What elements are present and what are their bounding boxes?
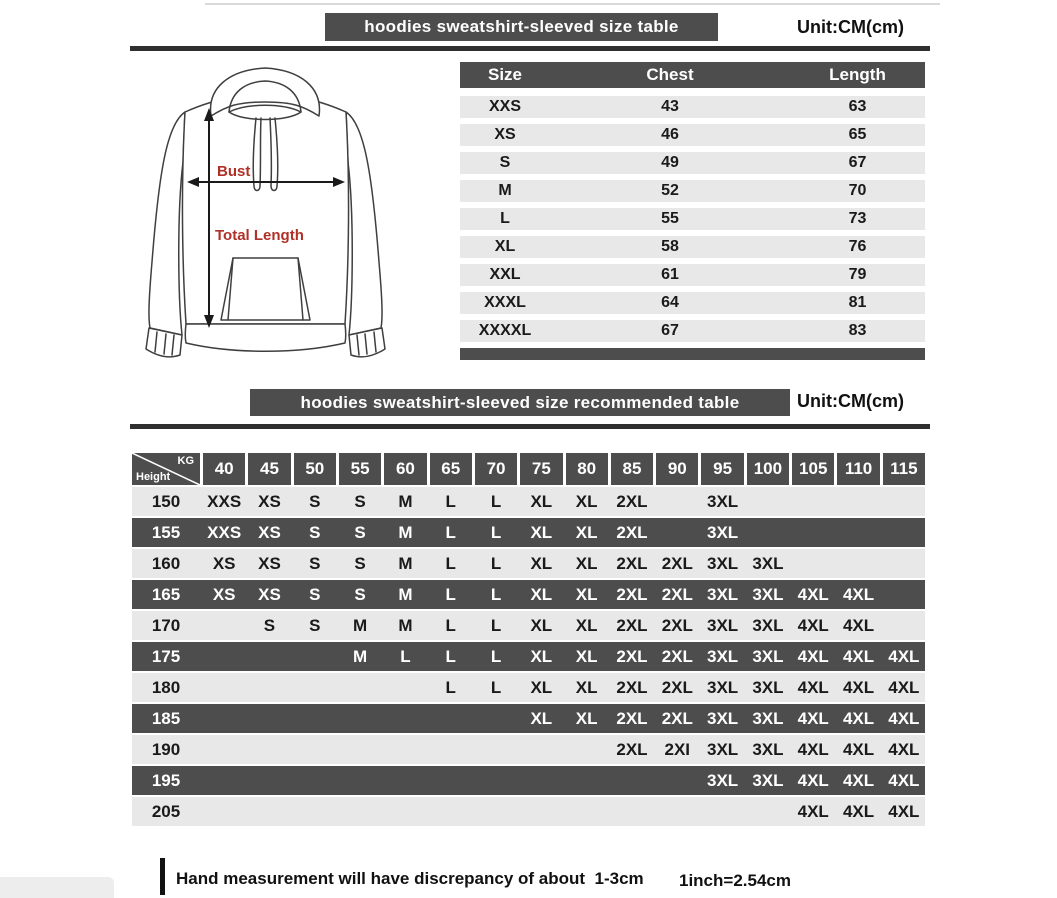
size-table-cell: 79 <box>848 266 867 283</box>
size-table-column-header: Length <box>829 65 886 84</box>
matrix-size-cell <box>248 642 290 671</box>
matrix-size-cell: 4XL <box>842 678 875 697</box>
matrix-size-cell: XL <box>530 523 553 542</box>
matrix-height-label: 185 <box>151 709 181 728</box>
matrix-size-cell: XS <box>258 585 281 604</box>
matrix-size-cell <box>339 735 381 764</box>
matrix-size-cell <box>747 797 789 826</box>
matrix-row <box>132 766 925 795</box>
matrix-size-cell: M <box>398 585 413 604</box>
matrix-size-cell <box>475 766 517 795</box>
matrix-size-cell <box>747 518 789 547</box>
matrix-size-cell: 2XL <box>616 492 648 511</box>
matrix-size-cell: 4XL <box>797 740 829 759</box>
matrix-size-cell: 3XL <box>707 492 739 511</box>
matrix-size-cell: L <box>445 554 456 573</box>
matrix-row-grid <box>132 518 925 547</box>
matrix-weight-header: 100 <box>747 453 789 485</box>
matrix-size-cell <box>384 766 426 795</box>
size-table-cell: 61 <box>661 266 679 283</box>
size-table-cell: XXXL <box>484 294 526 311</box>
matrix-size-cell <box>384 797 426 826</box>
matrix-row-grid <box>132 735 925 764</box>
matrix-size-cell <box>656 518 698 547</box>
matrix-size-cell <box>248 797 290 826</box>
matrix-size-cell <box>520 766 562 795</box>
matrix-size-cell: 4XL <box>797 585 829 604</box>
size-table-cell: 63 <box>848 98 867 115</box>
matrix-row-grid <box>132 580 925 609</box>
matrix-size-cell <box>384 673 426 702</box>
matrix-size-cell <box>203 673 245 702</box>
matrix-size-cell: S <box>354 554 366 573</box>
matrix-row-grid <box>132 673 925 702</box>
matrix-size-cell: L <box>490 585 502 604</box>
matrix-size-cell <box>339 797 381 826</box>
matrix-weight-header: 75 <box>520 453 562 485</box>
size-table-row <box>460 208 925 230</box>
matrix-size-cell: XL <box>575 678 598 697</box>
matrix-row-grid <box>132 766 925 795</box>
matrix-size-cell: 3XL <box>752 678 784 697</box>
matrix-size-cell <box>883 611 925 640</box>
matrix-size-cell <box>792 549 834 578</box>
bust-label: Bust <box>217 163 251 180</box>
matrix-height-label: 150 <box>151 492 181 511</box>
matrix-size-cell: 2XL <box>616 585 648 604</box>
matrix-size-cell <box>203 797 245 826</box>
matrix-size-cell <box>475 735 517 764</box>
top-divider-line <box>205 3 940 5</box>
recommended-size-matrix <box>132 453 925 826</box>
matrix-size-cell: 4XL <box>797 647 829 666</box>
matrix-height-label: 190 <box>151 740 181 759</box>
matrix-size-cell: 4XL <box>888 709 920 728</box>
matrix-size-cell: 4XL <box>797 771 829 790</box>
matrix-size-cell: S <box>309 492 321 511</box>
matrix-size-cell: XL <box>575 585 598 604</box>
matrix-row <box>132 580 925 609</box>
matrix-weight-header: 60 <box>384 453 426 485</box>
matrix-size-cell: 4XL <box>797 678 829 697</box>
matrix-row <box>132 518 925 547</box>
matrix-size-cell: 4XL <box>842 740 875 759</box>
matrix-row-grid <box>132 487 925 516</box>
size-table-cell: 58 <box>661 238 679 255</box>
matrix-size-cell <box>294 797 336 826</box>
size-table <box>460 62 925 360</box>
hoodie-measurement-diagram <box>133 62 463 382</box>
matrix-height-label: 195 <box>151 771 181 790</box>
matrix-size-cell <box>701 797 743 826</box>
matrix-size-cell <box>520 735 562 764</box>
matrix-size-cell: L <box>445 616 456 635</box>
unit-label-2: Unit:CM(cm) <box>797 391 904 411</box>
matrix-size-cell <box>611 797 653 826</box>
size-table-cell: M <box>498 182 512 199</box>
matrix-weight-header: 70 <box>475 453 517 485</box>
matrix-size-cell <box>475 704 517 733</box>
matrix-size-cell: L <box>490 554 502 573</box>
matrix-height-label: 155 <box>151 523 181 542</box>
matrix-size-cell: 4XL <box>888 678 920 697</box>
matrix-size-cell: 4XL <box>888 771 920 790</box>
matrix-row <box>132 487 925 516</box>
matrix-size-cell: 3XL <box>707 678 739 697</box>
matrix-size-cell: S <box>354 523 366 542</box>
matrix-row <box>132 549 925 578</box>
matrix-size-cell: L <box>445 678 456 697</box>
matrix-row <box>132 642 925 671</box>
matrix-size-cell: S <box>263 616 276 635</box>
matrix-size-cell <box>248 735 290 764</box>
size-table-cell: 52 <box>661 182 679 199</box>
matrix-size-cell: 2XL <box>616 554 648 573</box>
size-table-cell: XXXXL <box>478 322 532 339</box>
matrix-size-cell: XL <box>575 616 598 635</box>
matrix-size-cell: L <box>490 647 502 666</box>
matrix-weight-header: 95 <box>701 453 743 485</box>
matrix-size-cell: XL <box>530 585 553 604</box>
matrix-size-cell: 3XL <box>752 616 784 635</box>
matrix-row <box>132 704 925 733</box>
matrix-size-cell <box>430 766 472 795</box>
matrix-weight-header: 115 <box>883 453 925 485</box>
matrix-row <box>132 611 925 640</box>
matrix-size-cell: L <box>445 647 456 666</box>
matrix-size-cell: 4XL <box>842 616 875 635</box>
matrix-weight-header: 110 <box>837 453 879 485</box>
matrix-size-cell: XL <box>575 492 598 511</box>
matrix-size-cell: 2XL <box>616 740 648 759</box>
matrix-size-cell: 2XL <box>661 709 693 728</box>
matrix-size-cell: 2XL <box>616 709 648 728</box>
matrix-row-grid <box>132 797 925 826</box>
size-table-row <box>460 96 925 118</box>
matrix-size-cell <box>248 673 290 702</box>
size-table-cell: XL <box>494 238 516 255</box>
matrix-size-cell: 3XL <box>752 771 784 790</box>
matrix-size-cell <box>566 766 608 795</box>
matrix-size-cell: 4XL <box>842 647 875 666</box>
matrix-size-cell: 4XL <box>797 709 829 728</box>
matrix-row-grid <box>132 642 925 671</box>
matrix-size-cell: 2XL <box>661 585 693 604</box>
size-table-cell: 55 <box>661 210 679 227</box>
size-table-row <box>460 292 925 314</box>
size-table-row <box>460 264 925 286</box>
matrix-size-cell: 3XL <box>752 709 784 728</box>
size-table-cell: 46 <box>661 126 679 143</box>
matrix-size-cell <box>883 549 925 578</box>
matrix-size-cell: S <box>309 585 321 604</box>
size-table-row <box>460 124 925 146</box>
size-table-cell: 83 <box>848 322 867 339</box>
matrix-row <box>132 797 925 826</box>
matrix-size-cell: 2XL <box>661 616 693 635</box>
matrix-size-cell <box>566 797 608 826</box>
footer-accent-bar <box>160 858 165 895</box>
matrix-size-cell: L <box>445 492 456 511</box>
matrix-size-cell: L <box>490 616 502 635</box>
matrix-size-cell: XL <box>530 554 553 573</box>
matrix-size-cell: 3XL <box>707 554 739 573</box>
matrix-weight-header: 90 <box>656 453 698 485</box>
matrix-weight-header: 85 <box>611 453 653 485</box>
matrix-size-cell <box>611 766 653 795</box>
matrix-size-cell: XS <box>212 585 236 604</box>
matrix-weight-header: 65 <box>430 453 472 485</box>
matrix-size-cell: 4XL <box>842 771 875 790</box>
matrix-weight-header: 45 <box>248 453 290 485</box>
matrix-size-cell: XL <box>575 709 598 728</box>
matrix-size-cell: S <box>354 585 366 604</box>
matrix-size-cell: M <box>353 647 368 666</box>
matrix-weight-header: 105 <box>792 453 834 485</box>
matrix-size-cell: 3XL <box>707 771 739 790</box>
matrix-size-cell <box>203 611 245 640</box>
matrix-size-cell: XL <box>575 523 598 542</box>
matrix-size-cell <box>656 487 698 516</box>
matrix-size-cell <box>430 797 472 826</box>
measurement-note: Hand measurement will have discrepancy of about 1-3cm <box>176 869 644 888</box>
matrix-size-cell: 2XL <box>661 647 693 666</box>
matrix-size-cell <box>339 766 381 795</box>
matrix-size-cell: 2XI <box>664 740 691 759</box>
matrix-size-cell: L <box>490 678 502 697</box>
matrix-size-cell: 3XL <box>707 740 739 759</box>
size-table-cell: 73 <box>848 210 867 227</box>
matrix-size-cell <box>747 487 789 516</box>
matrix-size-cell: S <box>309 554 321 573</box>
matrix-height-label: 175 <box>151 647 181 666</box>
matrix-size-cell <box>248 766 290 795</box>
matrix-size-cell: 2XL <box>661 554 693 573</box>
matrix-size-cell: 2XL <box>661 678 693 697</box>
matrix-row-grid <box>132 549 925 578</box>
matrix-size-cell <box>203 642 245 671</box>
matrix-size-cell <box>520 797 562 826</box>
matrix-size-cell: 4XL <box>888 740 920 759</box>
matrix-size-cell: M <box>398 523 413 542</box>
size-table-body <box>460 96 925 342</box>
matrix-size-cell <box>837 487 879 516</box>
matrix-height-label: 205 <box>151 802 181 821</box>
size-table-cell: 43 <box>661 98 679 115</box>
matrix-size-cell: L <box>445 523 456 542</box>
matrix-size-cell <box>430 704 472 733</box>
matrix-size-cell: XL <box>575 647 598 666</box>
matrix-size-cell <box>339 673 381 702</box>
size-table-cell: 81 <box>848 294 867 311</box>
matrix-size-cell: L <box>490 523 502 542</box>
matrix-size-cell <box>248 704 290 733</box>
matrix-size-cell: M <box>398 554 413 573</box>
size-table-cell: 64 <box>661 294 679 311</box>
matrix-size-cell: S <box>354 492 366 511</box>
size-table-cell: XXS <box>488 98 521 115</box>
matrix-size-cell: XL <box>530 709 553 728</box>
matrix-weight-header: 80 <box>566 453 608 485</box>
size-table-header <box>460 62 925 88</box>
matrix-size-cell: L <box>400 647 411 666</box>
matrix-size-cell: 3XL <box>707 647 739 666</box>
matrix-size-cell <box>294 735 336 764</box>
matrix-size-cell: XS <box>258 492 281 511</box>
unit-label-1: Unit:CM(cm) <box>797 17 904 37</box>
matrix-weight-header: 50 <box>294 453 336 485</box>
matrix-size-cell <box>883 580 925 609</box>
matrix-size-cell: S <box>309 616 321 635</box>
matrix-size-cell <box>203 735 245 764</box>
size-table-cell: 70 <box>848 182 867 199</box>
size-table-row <box>460 152 925 174</box>
matrix-size-cell: S <box>309 523 321 542</box>
matrix-row-grid <box>132 704 925 733</box>
matrix-size-cell <box>883 518 925 547</box>
size-table-title-bar: hoodies sweatshirt-sleeved size table <box>325 13 718 41</box>
size-table-bottom-bar <box>460 348 925 360</box>
matrix-weight-header: 55 <box>339 453 381 485</box>
size-table-column-header: Chest <box>646 65 694 84</box>
matrix-size-cell <box>656 766 698 795</box>
matrix-size-cell: XS <box>258 523 281 542</box>
matrix-size-cell: 3XL <box>752 647 784 666</box>
matrix-height-label: 165 <box>151 585 181 604</box>
size-table-cell: 65 <box>848 126 867 143</box>
matrix-size-cell <box>837 518 879 547</box>
matrix-size-cell <box>883 487 925 516</box>
matrix-size-cell: XL <box>575 554 598 573</box>
matrix-size-cell <box>339 704 381 733</box>
matrix-size-cell: 4XL <box>888 802 920 821</box>
matrix-size-cell: L <box>490 492 502 511</box>
matrix-row-grid <box>132 611 925 640</box>
size-table-row <box>460 320 925 342</box>
matrix-corner-cell <box>132 453 200 485</box>
matrix-size-cell <box>656 797 698 826</box>
matrix-size-cell <box>566 735 608 764</box>
inch-conversion-note: 1inch=2.54cm <box>679 871 791 890</box>
matrix-height-label: 180 <box>151 678 181 697</box>
matrix-size-cell <box>384 735 426 764</box>
matrix-size-cell: 4XL <box>797 616 829 635</box>
matrix-size-cell <box>837 549 879 578</box>
matrix-size-cell <box>294 673 336 702</box>
matrix-size-cell: XL <box>530 647 553 666</box>
matrix-size-cell: 3XL <box>707 585 739 604</box>
matrix-height-label: 160 <box>151 554 181 573</box>
matrix-row <box>132 673 925 702</box>
matrix-size-cell: XL <box>530 616 553 635</box>
matrix-size-cell <box>475 797 517 826</box>
size-table-cell: S <box>499 154 511 171</box>
matrix-size-cell: 4XL <box>888 647 920 666</box>
matrix-size-cell: 3XL <box>707 523 739 542</box>
size-table-cell: 67 <box>661 322 679 339</box>
total-length-label: Total Length <box>215 227 304 244</box>
matrix-size-cell: L <box>445 585 456 604</box>
matrix-size-cell: 2XL <box>616 616 648 635</box>
matrix-size-cell: XS <box>258 554 281 573</box>
matrix-header-row <box>132 453 925 485</box>
matrix-size-cell: 3XL <box>752 740 784 759</box>
matrix-kg-axis-label: KG <box>177 455 194 467</box>
matrix-size-cell: 4XL <box>842 709 875 728</box>
matrix-size-cell <box>294 704 336 733</box>
matrix-size-cell: 2XL <box>616 647 648 666</box>
bottom-left-partial-box <box>0 877 114 898</box>
matrix-size-cell <box>430 735 472 764</box>
matrix-size-cell: 3XL <box>707 709 739 728</box>
matrix-size-cell: M <box>398 492 413 511</box>
size-table-cell: L <box>500 210 510 227</box>
section-rule-1 <box>130 46 930 51</box>
matrix-size-cell <box>384 704 426 733</box>
size-table-cell: 67 <box>848 154 867 171</box>
matrix-size-cell <box>792 487 834 516</box>
matrix-size-cell <box>203 704 245 733</box>
size-table-row <box>460 180 925 202</box>
matrix-size-cell <box>294 766 336 795</box>
matrix-size-cell: XXS <box>207 523 242 542</box>
matrix-size-cell: 3XL <box>752 554 784 573</box>
size-table-row <box>460 236 925 258</box>
matrix-size-cell: 2XL <box>616 523 648 542</box>
matrix-height-label: 170 <box>151 616 181 635</box>
matrix-size-cell: M <box>398 616 413 635</box>
matrix-size-cell: 3XL <box>707 616 739 635</box>
matrix-size-cell: XXS <box>207 492 242 511</box>
size-table-cell: 49 <box>661 154 679 171</box>
matrix-size-cell: 3XL <box>752 585 784 604</box>
matrix-size-cell: XL <box>530 492 553 511</box>
matrix-size-cell: M <box>353 616 368 635</box>
matrix-size-cell: XS <box>212 554 236 573</box>
matrix-size-cell <box>203 766 245 795</box>
matrix-height-axis-label: Height <box>136 471 171 483</box>
recommended-table-title-bar: hoodies sweatshirt-sleeved size recommended table <box>250 389 790 416</box>
size-table-cell: XXL <box>489 266 521 283</box>
matrix-size-cell: 4XL <box>797 802 829 821</box>
matrix-size-cell <box>792 518 834 547</box>
matrix-size-cell <box>294 642 336 671</box>
matrix-row <box>132 735 925 764</box>
size-table-column-header: Size <box>487 65 523 84</box>
size-table-cell: 76 <box>848 238 867 255</box>
matrix-size-cell: XL <box>530 678 553 697</box>
matrix-weight-header: 40 <box>203 453 245 485</box>
size-table-cell: XS <box>494 126 516 143</box>
matrix-size-cell: 4XL <box>842 585 875 604</box>
section-rule-2 <box>130 424 930 429</box>
matrix-body <box>132 487 925 826</box>
matrix-size-cell: 4XL <box>842 802 875 821</box>
matrix-size-cell: 2XL <box>616 678 648 697</box>
